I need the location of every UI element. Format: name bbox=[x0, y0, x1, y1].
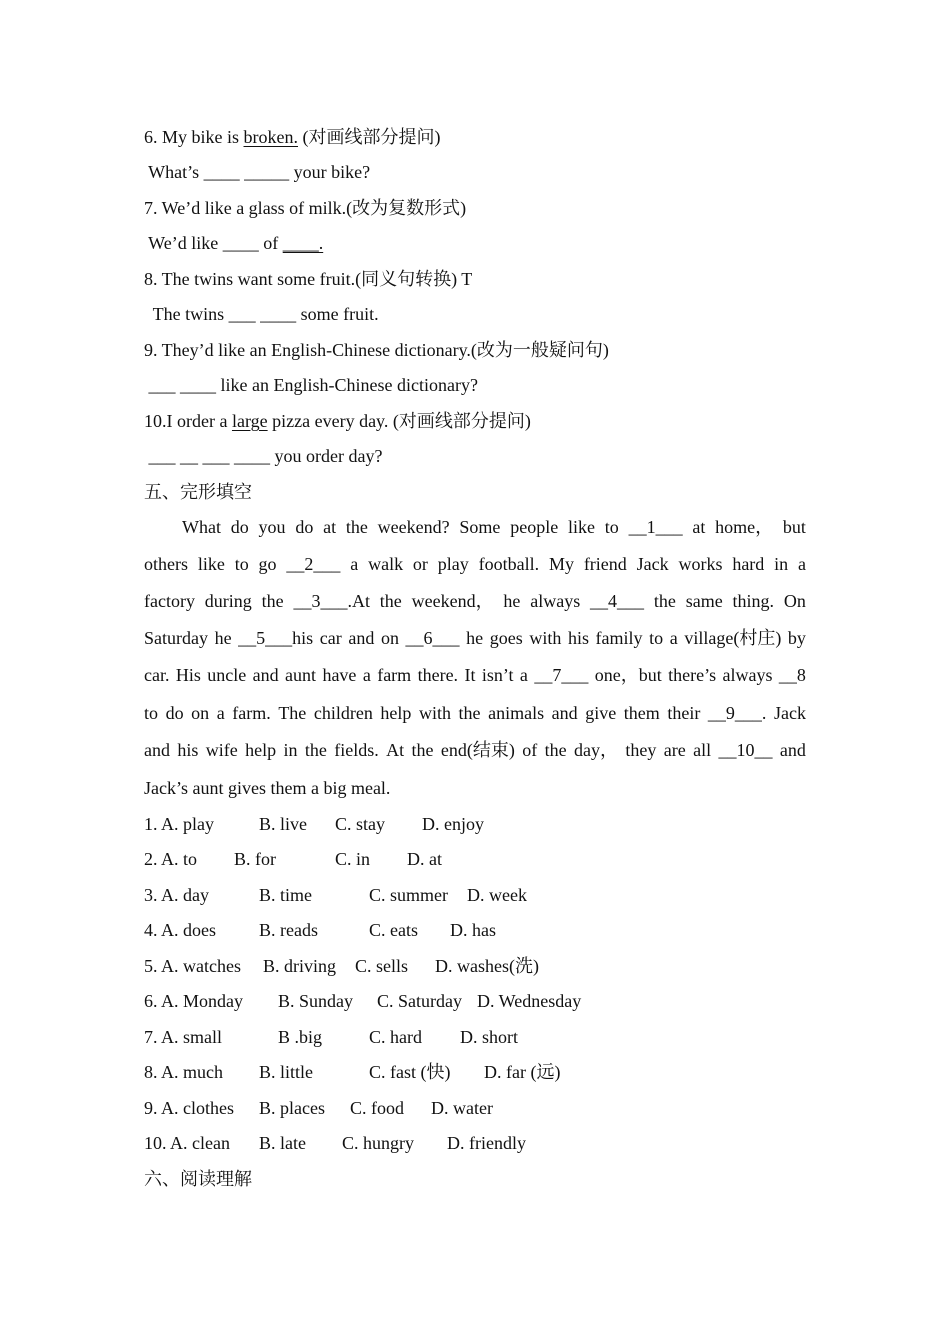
passage-word: farm. bbox=[232, 703, 271, 723]
passage-word: On bbox=[783, 591, 806, 611]
passage-word: with bbox=[418, 703, 451, 723]
passage-word: always bbox=[530, 591, 581, 611]
passage-word: __10__ bbox=[718, 740, 773, 760]
passage-word: children bbox=[313, 703, 373, 723]
option-choice: C. food bbox=[350, 1098, 404, 1118]
underlined-word: broken. bbox=[243, 127, 298, 147]
passage-word: a bbox=[669, 628, 678, 648]
passage-word: the bbox=[458, 703, 481, 723]
passage-word: hard bbox=[732, 554, 765, 574]
passage-line bbox=[144, 590, 806, 612]
passage-word: home， bbox=[715, 517, 774, 537]
passage-word: go bbox=[258, 554, 277, 574]
passage-word: during bbox=[204, 591, 252, 611]
passage-word: friend bbox=[583, 554, 627, 574]
option-choice: B. places bbox=[259, 1098, 325, 1118]
passage-word: there’s bbox=[668, 665, 717, 685]
passage-word: __3___.At bbox=[293, 591, 370, 611]
option-choice: D. water bbox=[431, 1098, 493, 1118]
passage-word: uncle bbox=[207, 665, 247, 685]
passage-word: My bbox=[548, 554, 574, 574]
passage-word: in bbox=[283, 740, 298, 760]
passage-word: animals bbox=[488, 703, 545, 723]
option-choice: 8. A. much bbox=[144, 1062, 223, 1082]
passage-word: you bbox=[258, 517, 286, 537]
passage-word: to bbox=[649, 628, 664, 648]
passage-word: thing. bbox=[732, 591, 775, 611]
passage-word: to bbox=[234, 554, 249, 574]
option-choice: B. reads bbox=[259, 920, 318, 940]
passage-word: Saturday bbox=[144, 628, 208, 648]
passage-word: by bbox=[787, 628, 806, 648]
passage-word: a bbox=[216, 703, 225, 723]
passage-word: on bbox=[191, 703, 210, 723]
passage-word: their bbox=[667, 703, 701, 723]
option-choice: B. late bbox=[259, 1133, 306, 1153]
passage-word: they bbox=[625, 740, 657, 760]
passage-word: Jack bbox=[773, 703, 806, 723]
passage-word: his bbox=[567, 628, 589, 648]
option-choice: C. hard bbox=[369, 1027, 422, 1047]
question-10-answer: ___ __ ___ ____ you order day? bbox=[144, 446, 383, 466]
passage-word: his bbox=[177, 740, 199, 760]
passage-word: The bbox=[278, 703, 307, 723]
section-5-title: 五、完形填空 bbox=[144, 482, 252, 502]
passage-word: a bbox=[519, 665, 528, 685]
question-6: 6. My bike is broken. (对画线部分提问) bbox=[144, 127, 441, 147]
passage-word: same bbox=[685, 591, 723, 611]
option-choice: B. driving bbox=[263, 956, 337, 976]
option-choice: B. little bbox=[259, 1062, 313, 1082]
passage-line bbox=[144, 739, 806, 761]
passage-word: It bbox=[464, 665, 476, 685]
passage-word: __8 bbox=[778, 665, 806, 685]
question-6-answer: What’s ____ _____ your bike? bbox=[144, 162, 371, 182]
passage-last-line: Jack’s aunt gives them a big meal. bbox=[144, 778, 391, 798]
option-choice: C. in bbox=[335, 849, 371, 869]
option-choice: D. at bbox=[407, 849, 442, 869]
passage-word: like bbox=[197, 554, 225, 574]
passage-word: works bbox=[678, 554, 723, 574]
passage-word: car bbox=[319, 628, 342, 648]
option-choice: 6. A. Monday bbox=[144, 991, 243, 1011]
passage-word: and bbox=[779, 740, 806, 760]
option-choice: 10. A. clean bbox=[144, 1133, 230, 1153]
passage-word: __5___his bbox=[238, 628, 314, 648]
passage-word: weekend， bbox=[411, 591, 494, 611]
option-choice: C. stay bbox=[335, 814, 386, 834]
option-choice: 4. A. does bbox=[144, 920, 216, 940]
passage-word: have bbox=[322, 665, 357, 685]
section-6-title: 六、阅读理解 bbox=[144, 1169, 252, 1189]
passage-word: with bbox=[529, 628, 562, 648]
option-choice: D. Wednesday bbox=[477, 991, 582, 1011]
option-choice: D. has bbox=[450, 920, 496, 940]
passage-word: do bbox=[165, 703, 184, 723]
passage-word: he bbox=[466, 628, 484, 648]
passage-word: and bbox=[551, 703, 578, 723]
option-choice: C. Saturday bbox=[377, 991, 462, 1011]
passage-line bbox=[182, 516, 806, 538]
question-9-answer: ___ ____ like an English-Chinese dictionary? bbox=[144, 375, 478, 395]
passage-word: to bbox=[604, 517, 619, 537]
option-choice: D. enjoy bbox=[422, 814, 484, 834]
passage-word: __7___ bbox=[534, 665, 589, 685]
option-choice: B. live bbox=[259, 814, 307, 834]
passage-word: of bbox=[522, 740, 538, 760]
passage-word: village(村庄) bbox=[684, 628, 782, 648]
passage-word: the bbox=[379, 591, 402, 611]
passage-word: but bbox=[782, 517, 806, 537]
passage-word: at bbox=[323, 517, 337, 537]
passage-word: others bbox=[144, 554, 188, 574]
option-choice: D. friendly bbox=[447, 1133, 526, 1153]
passage-line bbox=[144, 553, 806, 575]
option-choice: C. fast (快) bbox=[369, 1062, 451, 1082]
option-choice: D. far (远) bbox=[484, 1062, 561, 1082]
option-choice: 9. A. clothes bbox=[144, 1098, 234, 1118]
question-8-answer: The twins ___ ____ some fruit. bbox=[144, 304, 379, 324]
passage-word: are bbox=[663, 740, 686, 760]
passage-word: on bbox=[380, 628, 399, 648]
option-choice: C. hungry bbox=[342, 1133, 414, 1153]
passage-word: the bbox=[261, 591, 284, 611]
passage-word: weekend? bbox=[377, 517, 450, 537]
passage-word: the bbox=[345, 517, 368, 537]
passage-word: a bbox=[798, 554, 806, 574]
passage-word: factory bbox=[144, 591, 195, 611]
passage-word: wife bbox=[205, 740, 238, 760]
passage-word: family bbox=[595, 628, 643, 648]
passage-word: Some bbox=[459, 517, 501, 537]
passage-word: __9___. bbox=[707, 703, 767, 723]
passage-word: goes bbox=[489, 628, 523, 648]
option-choice: B. for bbox=[234, 849, 276, 869]
passage-word: His bbox=[175, 665, 201, 685]
passage-word: car. bbox=[144, 665, 170, 685]
passage-line bbox=[144, 627, 806, 649]
passage-word: one，but bbox=[594, 665, 662, 685]
option-choice: 2. A. to bbox=[144, 849, 198, 869]
passage-word: at bbox=[692, 517, 706, 537]
passage-word: and bbox=[252, 665, 279, 685]
passage-word: the bbox=[411, 740, 434, 760]
passage-word: always bbox=[722, 665, 773, 685]
passage-word: a bbox=[350, 554, 359, 574]
underlined-word: large bbox=[231, 411, 268, 431]
passage-word: __1___ bbox=[628, 517, 683, 537]
question-8: 8. The twins want some fruit.(同义句转换) T bbox=[144, 269, 473, 289]
option-choice: 5. A. watches bbox=[144, 956, 241, 976]
passage-word: isn’t bbox=[481, 665, 514, 685]
passage-word: all bbox=[693, 740, 712, 760]
passage-word: in bbox=[774, 554, 789, 574]
passage-word: them bbox=[623, 703, 660, 723]
option-choice: D. washes(洗) bbox=[435, 956, 539, 976]
passage-word: there. bbox=[417, 665, 459, 685]
option-choice: B .big bbox=[278, 1027, 323, 1047]
passage-word: do bbox=[295, 517, 314, 537]
passage-word: __4___ bbox=[590, 591, 645, 611]
passage-word: a bbox=[362, 665, 371, 685]
passage-word: What bbox=[182, 517, 221, 537]
passage-word: and bbox=[144, 740, 170, 760]
passage-word: Jack bbox=[636, 554, 669, 574]
passage-word: people bbox=[510, 517, 559, 537]
option-choice: 1. A. play bbox=[144, 814, 214, 834]
question-9: 9. They’d like an English-Chinese dictionary.(改为一般疑问句) bbox=[144, 340, 609, 360]
option-choice: C. summer bbox=[369, 885, 448, 905]
option-choice: 7. A. small bbox=[144, 1027, 223, 1047]
passage-word: help bbox=[380, 703, 412, 723]
question-7-answer: We’d like ____ of ____. bbox=[144, 233, 324, 253]
passage-word: day， bbox=[574, 740, 618, 760]
passage-word: farm bbox=[377, 665, 412, 685]
passage-word: and bbox=[348, 628, 375, 648]
option-choice: D. short bbox=[460, 1027, 518, 1047]
passage-word: walk bbox=[368, 554, 404, 574]
option-choice: C. sells bbox=[355, 956, 409, 976]
passage-word: play bbox=[437, 554, 469, 574]
passage-word: the bbox=[544, 740, 567, 760]
passage-word: like bbox=[567, 517, 595, 537]
passage-word: the bbox=[304, 740, 327, 760]
passage-word: he bbox=[214, 628, 232, 648]
option-choice: B. Sunday bbox=[278, 991, 354, 1011]
passage-word: __6___ bbox=[405, 628, 460, 648]
passage-line bbox=[144, 702, 806, 724]
passage-word: or bbox=[412, 554, 428, 574]
passage-word: aunt bbox=[285, 665, 317, 685]
passage-word: football. bbox=[478, 554, 540, 574]
question-7: 7. We’d like a glass of milk.(改为复数形式) bbox=[144, 198, 467, 218]
passage-line bbox=[144, 664, 806, 686]
passage-word: give bbox=[585, 703, 617, 723]
passage-word: __2___ bbox=[286, 554, 341, 574]
passage-word: the bbox=[653, 591, 676, 611]
option-choice: B. time bbox=[259, 885, 312, 905]
passage-word: At bbox=[386, 740, 405, 760]
option-choice: D. week bbox=[467, 885, 527, 905]
passage-word: fields. bbox=[334, 740, 379, 760]
passage-word: he bbox=[503, 591, 521, 611]
passage-word: to bbox=[144, 703, 159, 723]
option-choice: 3. A. day bbox=[144, 885, 209, 905]
option-choice: C. eats bbox=[369, 920, 418, 940]
passage-word: do bbox=[230, 517, 249, 537]
passage-word: end(结束) bbox=[440, 740, 515, 760]
passage-word: help bbox=[245, 740, 277, 760]
question-10: 10.I order a large pizza every day. (对画线部分提问) bbox=[144, 411, 531, 431]
